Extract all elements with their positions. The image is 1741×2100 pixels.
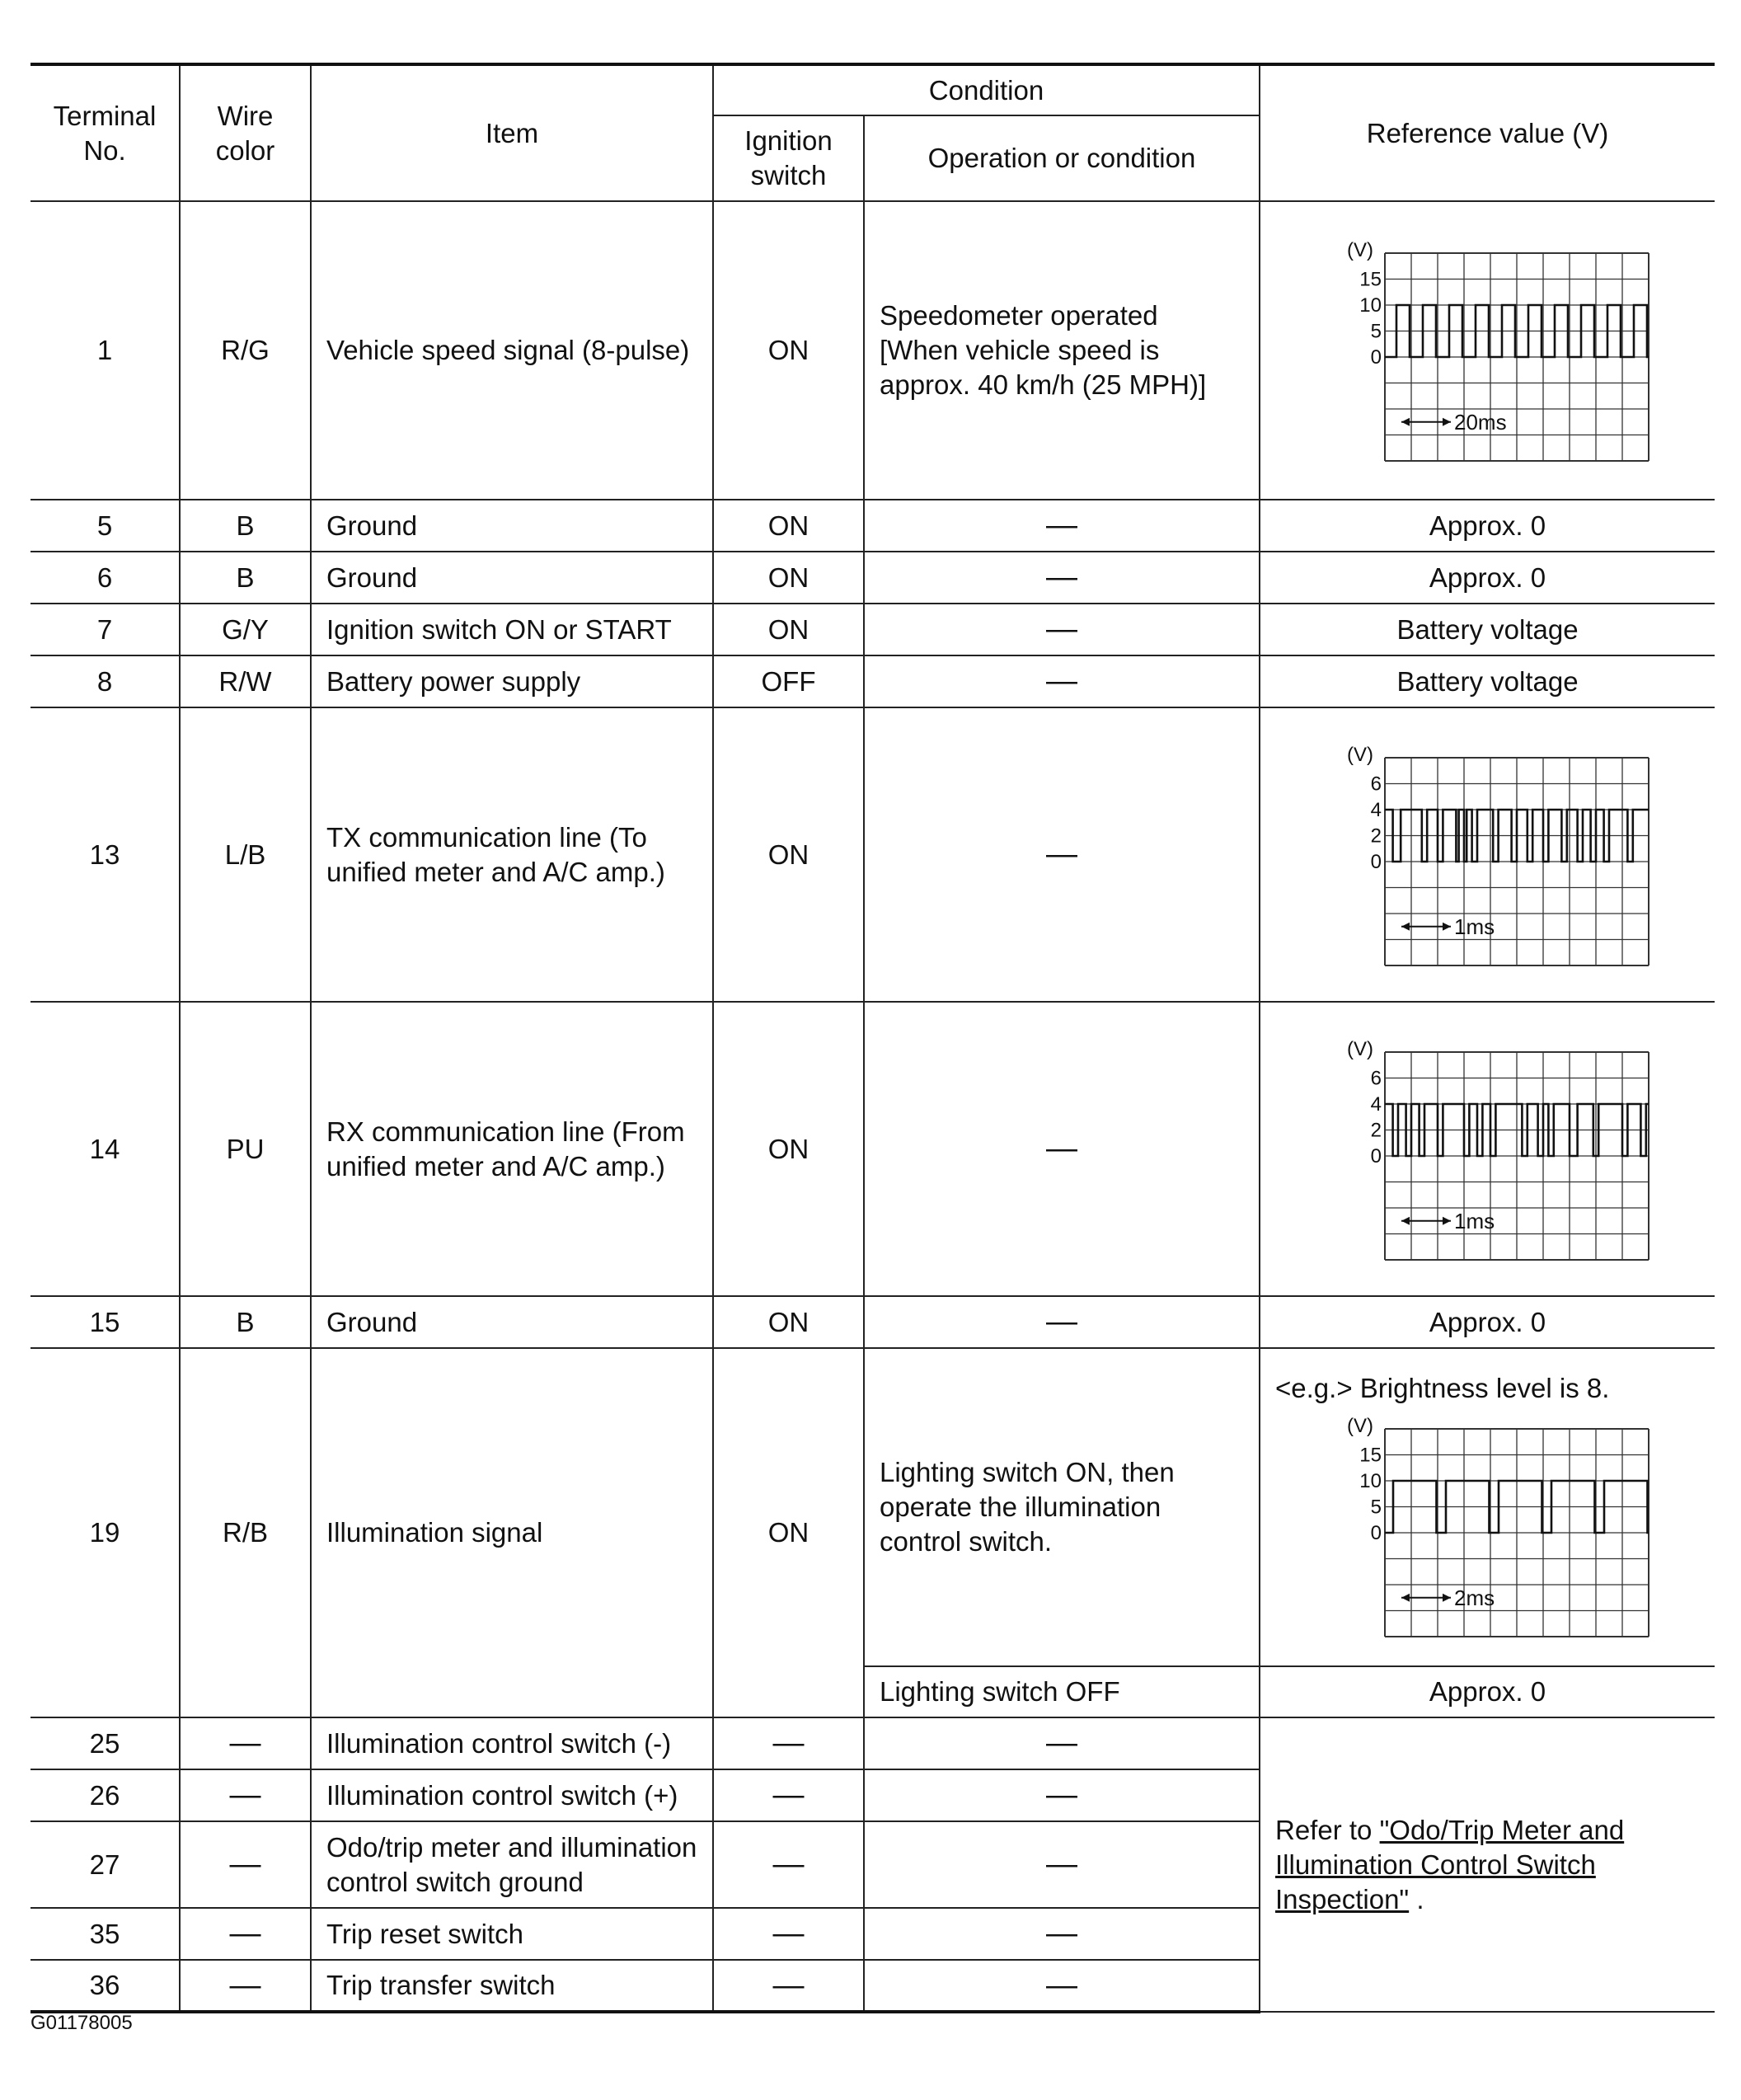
tx-line-waveform xyxy=(1323,740,1653,970)
operation-cell: — xyxy=(864,1821,1260,1908)
operation-cell: — xyxy=(864,500,1260,552)
terminal-spec-table xyxy=(31,63,1715,2013)
ignition-cell: ON xyxy=(713,1348,864,1717)
ignition-cell: ON xyxy=(713,552,864,604)
terminal-cell: 7 xyxy=(31,604,180,655)
operation-cell: — xyxy=(864,1960,1260,2012)
terminal-cell: 5 xyxy=(31,500,180,552)
item-cell: Ground xyxy=(311,500,713,552)
operation-cell: — xyxy=(864,1908,1260,1960)
y-tick-label: 0 xyxy=(1370,850,1382,873)
table-row xyxy=(31,552,1715,604)
operation-cell: — xyxy=(864,1769,1260,1821)
wire-cell: R/W xyxy=(180,655,311,707)
time-arrow-head xyxy=(1443,1594,1451,1602)
ignition-cell: — xyxy=(713,1717,864,1769)
table-row xyxy=(31,707,1715,1002)
refer-suffix: . xyxy=(1409,1883,1424,1914)
header-condition: Condition xyxy=(713,64,1260,115)
y-tick-label: 6 xyxy=(1370,1067,1382,1089)
item-cell: Ground xyxy=(311,1296,713,1348)
time-arrow-head xyxy=(1401,418,1410,426)
reference-cell: Battery voltage xyxy=(1260,604,1715,655)
reference-cell xyxy=(1260,1002,1715,1296)
terminal-cell: 13 xyxy=(31,707,180,1002)
reference-cell xyxy=(1260,201,1715,500)
ignition-cell: ON xyxy=(713,707,864,1002)
time-scale-label: 2ms xyxy=(1453,1585,1495,1610)
terminal-cell: 1 xyxy=(31,201,180,500)
reference-cell xyxy=(1260,1717,1715,2012)
item-cell: Ignition switch ON or START xyxy=(311,604,713,655)
time-arrow-head xyxy=(1443,922,1451,930)
wire-cell: R/B xyxy=(180,1348,311,1717)
item-cell: Illumination signal xyxy=(311,1348,713,1717)
header-operation: Operation or condition xyxy=(864,115,1260,201)
table-row xyxy=(31,655,1715,707)
ignition-cell: OFF xyxy=(713,655,864,707)
table-row xyxy=(31,1296,1715,1348)
item-cell: TX communication line (To unified meter and A/C amp.) xyxy=(311,707,713,1002)
y-tick-label: 0 xyxy=(1370,1144,1382,1167)
operation-cell: Lighting switch ON, then operate the illumination control switch. xyxy=(864,1348,1260,1666)
wire-cell: — xyxy=(180,1769,311,1821)
terminal-cell: 27 xyxy=(31,1821,180,1908)
reference-note: <e.g.> Brightness level is 8. xyxy=(1275,1373,1610,1403)
header-reference: Reference value (V) xyxy=(1260,64,1715,201)
illumination-waveform xyxy=(1323,1411,1653,1642)
operation-cell: — xyxy=(864,552,1260,604)
item-cell: Vehicle speed signal (8-pulse) xyxy=(311,201,713,500)
ignition-cell: — xyxy=(713,1821,864,1908)
table-row xyxy=(31,604,1715,655)
terminal-cell: 36 xyxy=(31,1960,180,2012)
time-arrow-head xyxy=(1443,1216,1451,1224)
item-cell: Illumination control switch (-) xyxy=(311,1717,713,1769)
wire-cell: R/G xyxy=(180,201,311,500)
reference-cell: Approx. 0 xyxy=(1260,1666,1715,1717)
table-row xyxy=(31,1002,1715,1296)
y-tick-label: 10 xyxy=(1359,294,1382,317)
reference-cell: Approx. 0 xyxy=(1260,552,1715,604)
table-row xyxy=(31,201,1715,500)
operation-cell: Lighting switch OFF xyxy=(864,1666,1260,1717)
y-tick-label: 4 xyxy=(1370,1092,1382,1116)
y-tick-label: 10 xyxy=(1359,1470,1382,1492)
y-tick-label: 0 xyxy=(1370,1522,1382,1544)
table-row xyxy=(31,1717,1715,1769)
reference-cell: Approx. 0 xyxy=(1260,500,1715,552)
y-tick-label: 15 xyxy=(1359,1444,1382,1467)
y-tick-label: 6 xyxy=(1370,773,1382,795)
wire-cell: B xyxy=(180,1296,311,1348)
table-row xyxy=(31,500,1715,552)
terminal-cell: 19 xyxy=(31,1348,180,1717)
ignition-cell: ON xyxy=(713,604,864,655)
time-arrow-head xyxy=(1443,418,1451,426)
operation-cell: — xyxy=(864,707,1260,1002)
terminal-cell: 14 xyxy=(31,1002,180,1296)
wire-cell: L/B xyxy=(180,707,311,1002)
wire-cell: G/Y xyxy=(180,604,311,655)
terminal-cell: 35 xyxy=(31,1908,180,1960)
y-tick-label: 0 xyxy=(1370,346,1382,369)
operation-cell: — xyxy=(864,1002,1260,1296)
time-scale-label: 20ms xyxy=(1453,409,1507,435)
item-cell: Battery power supply xyxy=(311,655,713,707)
item-cell: Trip transfer switch xyxy=(311,1960,713,2012)
refer-prefix: Refer to xyxy=(1275,1814,1380,1845)
terminal-cell: 6 xyxy=(31,552,180,604)
ignition-cell: ON xyxy=(713,1296,864,1348)
time-scale-label: 1ms xyxy=(1453,1208,1495,1233)
wire-cell: PU xyxy=(180,1002,311,1296)
ignition-cell: ON xyxy=(713,201,864,500)
wire-cell: B xyxy=(180,500,311,552)
inspection-link[interactable]: "Odo/Trip Meter and Illumination Control Switch Inspection" xyxy=(1275,1814,1625,1914)
terminal-cell: 8 xyxy=(31,655,180,707)
unit-label: (V) xyxy=(1346,1415,1373,1437)
reference-cell xyxy=(1260,707,1715,1002)
header-terminal: Terminal No. xyxy=(31,64,180,201)
time-scale-label: 1ms xyxy=(1453,914,1495,939)
table-row xyxy=(31,1348,1715,1666)
ignition-cell: — xyxy=(713,1769,864,1821)
header-item: Item xyxy=(311,64,713,201)
y-tick-label: 5 xyxy=(1370,1496,1382,1519)
unit-label: (V) xyxy=(1346,743,1373,766)
wire-cell: — xyxy=(180,1821,311,1908)
time-arrow-head xyxy=(1401,1216,1410,1224)
y-tick-label: 15 xyxy=(1359,268,1382,291)
item-cell: Ground xyxy=(311,552,713,604)
reference-cell: Battery voltage xyxy=(1260,655,1715,707)
ignition-cell: ON xyxy=(713,1002,864,1296)
unit-label: (V) xyxy=(1346,239,1373,261)
time-arrow-head xyxy=(1401,1594,1410,1602)
terminal-cell: 15 xyxy=(31,1296,180,1348)
terminal-cell: 25 xyxy=(31,1717,180,1769)
y-tick-label: 5 xyxy=(1370,320,1382,343)
operation-cell: — xyxy=(864,655,1260,707)
y-tick-label: 2 xyxy=(1370,824,1382,847)
wire-cell: — xyxy=(180,1717,311,1769)
ignition-cell: — xyxy=(713,1960,864,2012)
item-cell: Illumination control switch (+) xyxy=(311,1769,713,1821)
rx-line-waveform xyxy=(1323,1034,1653,1265)
y-tick-label: 2 xyxy=(1370,1119,1382,1141)
item-cell: RX communication line (From unified meter and A/C amp.) xyxy=(311,1002,713,1296)
wire-cell: — xyxy=(180,1908,311,1960)
terminal-cell: 26 xyxy=(31,1769,180,1821)
operation-cell: — xyxy=(864,1296,1260,1348)
ignition-cell: — xyxy=(713,1908,864,1960)
header-wire: Wire color xyxy=(180,64,311,201)
ignition-cell: ON xyxy=(713,500,864,552)
wire-cell: — xyxy=(180,1960,311,2012)
wire-cell: B xyxy=(180,552,311,604)
reference-cell: Approx. 0 xyxy=(1260,1296,1715,1348)
item-cell: Odo/trip meter and illumination control switch ground xyxy=(311,1821,713,1908)
operation-cell: Speedometer operated [When vehicle speed is approx. 40 km/h (25 MPH)] xyxy=(864,201,1260,500)
header-ignition: Ignition switch xyxy=(713,115,864,201)
unit-label: (V) xyxy=(1346,1037,1373,1060)
operation-cell: — xyxy=(864,604,1260,655)
time-arrow-head xyxy=(1401,922,1410,930)
y-tick-label: 4 xyxy=(1370,798,1382,821)
reference-cell xyxy=(1260,1348,1715,1666)
figure-id: G01178005 xyxy=(31,2012,133,2034)
item-cell: Trip reset switch xyxy=(311,1908,713,1960)
operation-cell: — xyxy=(864,1717,1260,1769)
speed-signal-waveform xyxy=(1323,235,1653,466)
